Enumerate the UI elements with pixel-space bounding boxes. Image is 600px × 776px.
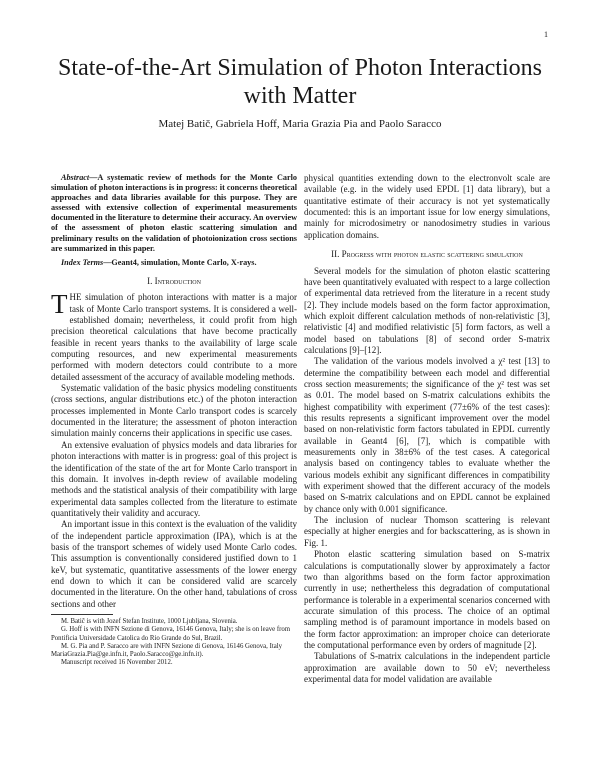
intro-paragraph-4: An important issue in this context is the evaluation of the validity of the independent particle approximation (IPA), which is at the basis of the transport schemes of widely used Monte Carlo codes. This assumption is conventionally considered justified down to 1 keV, but systematic, quantitative assessments of the lower energy end down to which it can be considered valid are scarcely documented in the literature. On the other hand, tabulations of cross sections and other — [51, 519, 297, 609]
section2-paragraph-5: Tabulations of S-matrix calculations in the independent particle approximation are available down to 50 eV; nevertheless experimental data for model validation are available — [304, 651, 550, 684]
abstract-lead: Abstract — [61, 173, 90, 182]
index-terms — [51, 258, 297, 268]
intro-paragraph-1-text: HE simulation of photon interactions with matter is a major task of Monte Carlo transport systems. It is considered a well-established domain; nevertheless, it could profit from high precision theoretical calculations that have become practically feasible in recent years thanks to the availability of large scale computing resources, and new experimental measurements performed with modern detectors could contribute to a more detailed assessment of the accuracy of available modeling methods. — [51, 292, 297, 382]
abstract — [51, 173, 297, 254]
section2-paragraph-1: Several models for the simulation of photon elastic scattering have been quantitatively evaluated with respect to a large collection of experimental data retrieved from the literature in a recent study [2]. They include models based on the form factor approximation, which exploit different calculation methods of non-relativistic [3], relativistic [4] and modified relativistic [5] form factors, as well a model based on tabulations [8] of second order S-matrix calculations [9]–[12]. — [304, 265, 550, 355]
footnote-affiliation-batic: M. Batič is with Jozef Stefan Institute, 1000 Ljubljana, Slovenia. — [61, 617, 238, 625]
paper-title: State-of-the-Art Simulation of Photon Interactions with Matter — [58, 55, 542, 109]
page-number: 1 — [544, 30, 548, 39]
section2-paragraph-2: The validation of the various models involved a χ² test [13] to determine the compatibility between each model and differential cross section measurements; the significance of the χ² test was set as 0.01. The model based on S-matrix calculations exhibits the highest compatibility with experiment (77±6% of the test cases): this results represents a significant improvement over the model based on non-relativistic form factors tabulated in EPDL currently available in Geant4 [6], [7], which is compatible with measurements only in 38±6% of the test cases. A categorical analysis based on contingency tables to evaluate whether the various models exhibit any significant differences in compatibility with experiment showed that the different accuracy of the models based on S-matrix calculations and on EPDL cannot be explained by chance only with 0.001 significance. — [304, 356, 550, 514]
section-heading-elastic-scattering: II. Progress with photon elastic scattering simulation — [331, 249, 523, 260]
abstract-text: —A systematic review of methods for the Monte Carlo simulation of photon interactions is in progress: it concerns theoretical approaches and data libraries available for this purpose. They are assessed with extensive collection of experimental measurements documented in the literature to determine their accuracy. An overview of the assessment of photon elastic scattering simulation and preliminary results on the validation of photoionization cross sections are summarized in this paper. — [51, 173, 297, 253]
intro-paragraph-3: An extensive evaluation of physics models and data libraries for photon interactions with matter is in progress: goal of this project is the identification of the state of the art for Monte Carlo transport in this domain. It involves in-depth review of available modeling methods and the statistical analysis of their compatibility with large experimental data samples collected from the literature to estimate quantitatively their validity and accuracy. — [51, 439, 297, 518]
author-list: Matej Batič, Gabriela Hoff, Maria Grazia Pia and Paolo Saracco — [158, 118, 442, 130]
index-terms-text: —Geant4, simulation, Monte Carlo, X-rays. — [103, 257, 257, 267]
footnote-rule — [51, 614, 113, 615]
index-terms-lead: Index Terms — [61, 257, 104, 267]
left-column — [51, 173, 297, 668]
intro-continuation: physical quantities extending down to the electronvolt scale are available (e.g. in the widely used EPDL [1] data library), but a quantitative estimate of their accuracy is not yet systematically documented: this is an important issue for low energy simulations, mainly for microdosimetry or nanodosimetry studies in various application domains. — [304, 173, 550, 240]
footnote-manuscript-date: Manuscript received 16 November 2012. — [61, 659, 173, 667]
section2-paragraph-4: Photon elastic scattering simulation based on S-matrix calculations is computationally slower by approximately a factor two than algorithms based on the form factor approximation currently in use; nethertheless this degradation of computational performance is tolerable in a experimental scenarios concerned with accurate simulation of this process. The choice of an optimal sampling method is of paramount importance in models based on the form factor approximation: an improper choice can deteriorate the computational performance even by orders of magnitude [2]. — [304, 549, 550, 650]
intro-paragraph-1 — [51, 289, 297, 383]
footnote-affiliation-pia-saracco: M. G. Pia and P. Saracco are with INFN Sezione di Genova, 16146 Genova, Italy MariaGrazia.Pia@ge.infn.it, Paolo.Saracco@ge.infn.it). — [51, 642, 283, 659]
intro-paragraph-2: Systematic validation of the basic physics modeling constituents (cross sections, angular distributions etc.) of the photon interaction processes implemented in Monte Carlo transport codes is scarcely documented in the literature; the assessment of photon interaction simulation mainly concerns their applications in specific use cases. — [51, 383, 297, 439]
drop-cap: T — [51, 289, 68, 320]
section-heading-introduction: I. Introduction — [147, 275, 201, 286]
right-column — [304, 173, 550, 685]
footnote-affiliation-hoff: G. Hoff is with INFN Sezione di Genova, 16146 Genova, Italy; she is on leave from Pontificia Universidade Catolica do Rio Grande do Sul, Brazil. — [51, 626, 291, 642]
section2-paragraph-3: The inclusion of nuclear Thomson scattering is relevant especially at higher energies and for backscattering, as is shown in Fig. 1. — [304, 515, 550, 548]
